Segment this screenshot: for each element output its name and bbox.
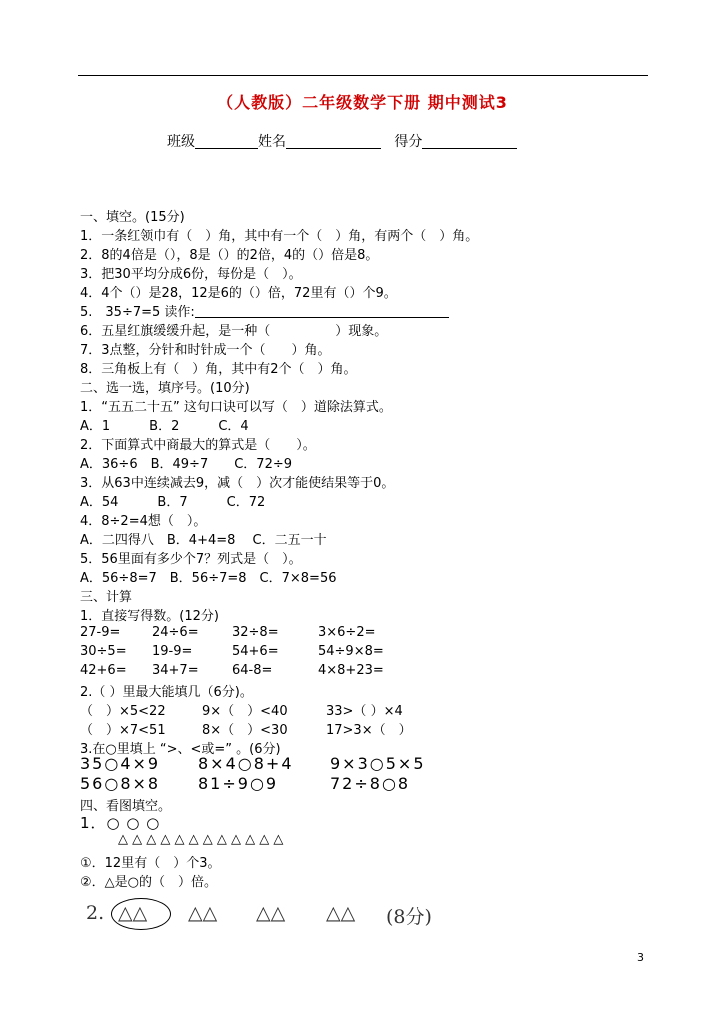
page-title: （人教版）二年级数学下册 期中测试3 [217,93,508,112]
triangle-group: △△ [118,902,148,924]
s1-item-5 [80,301,449,320]
compare-item: 81÷9○9 [198,774,279,793]
section4-heading: 四、看图填空。 [80,799,172,814]
s3-sub1: 1．直接写得数。(12分) [80,609,219,624]
triangle-group: △△ [256,902,286,924]
compare-item: 9×3○5×5 [330,754,426,773]
triangle-group: △△ [326,902,356,924]
compare-item: 56○8×8 [80,774,161,793]
fill-item: 9×（ ）<40 [202,704,288,719]
s2-line-2: A．1 B．2 C．4 [80,419,249,434]
section1-heading: 一、填空。(15分) [80,210,185,225]
fill-item: 8×（ ）<30 [202,723,288,738]
s2-line-6: A．54 B．7 C．72 [80,495,266,510]
fill-item: 33>（ ）×4 [326,704,403,719]
s1-item-2: 2．8的4倍是（），8是（）的2倍，4的（）倍是8。 [80,248,379,263]
circles-line: 1．○ ○ ○ [80,814,161,832]
s1-item-1: 1．一条红领巾有（ ）角，其中有一个（ ）角，有两个（ ）角。 [80,229,479,244]
calc-item: 30÷5= [80,644,127,659]
s4-q2: ②．△是○的（ ）倍。 [80,875,217,890]
s3-sub2: 2.（ ）里最大能填几（6分)。 [80,685,253,700]
s1-item-3: 3．把30平均分成6份，每份是（ ）。 [80,267,302,282]
answer-blank [195,305,449,318]
section2-heading: 二、选一选，填序号。(10分) [80,381,250,396]
s3-sub3: 3.在○里填上 “>、<或=” 。(6分) [80,742,281,757]
score-label: 得分 [394,134,423,150]
fill-item: （ ）×5<22 [80,704,166,719]
name-label: 姓名 [258,134,286,150]
fill-item: 17>3×（ ） [326,723,412,738]
s2-line-1: 1．“五五二十五” 这句口诀可以写（ ）道除法算式。 [80,400,392,415]
calc-item: 34+7= [152,663,199,678]
s1-item-7: 7．3点整，分针和时针成一个（ ）角。 [80,343,331,358]
calc-item: 19-9= [152,644,193,659]
calc-item: 64-8= [232,663,273,678]
s2-line-3: 2．下面算式中商最大的算式是（ ）。 [80,438,316,453]
s4-q1: ①．12里有（ ）个3。 [80,856,221,871]
calc-item: 4×8+23= [318,663,384,678]
name-blank [286,134,381,149]
triangle-group: △△ [188,902,218,924]
compare-item: 72÷8○8 [330,774,411,793]
s2-line-7: 4．8÷2=4想（ ）。 [80,514,207,529]
points-label: (8分) [386,906,432,928]
compare-item: 8×4○8+4 [198,754,294,773]
calc-item: 3×6÷2= [318,625,376,640]
calc-item: 54÷9×8= [318,644,384,659]
top-rule [78,75,648,76]
class-blank [195,134,258,149]
s2-line-5: 3．从63中连续减去9，减（ ）次才能使结果等于0。 [80,476,395,491]
s1-item-4: 4．4个（）是28，12是6的（）倍，72里有（）个9。 [80,286,397,301]
s2-line-9: 5．56里面有多少个7？列式是（ ）。 [80,552,302,567]
section3-heading: 三、计算 [80,590,133,605]
s2-line-8: A．二四得八 B．4+4=8 C．二五一十 [80,533,327,548]
calc-item: 32÷8= [232,625,279,640]
compare-item: 35○4×9 [80,754,161,773]
problem-number: 2. [86,902,105,924]
s1-item-8: 8．三角板上有（ ）角，其中有2个（ ）角。 [80,362,357,377]
calc-item: 24÷6= [152,625,199,640]
triangles-row: △ △ △ △ △ △ △ △ △ △ △ △ [118,832,284,847]
triangle-groups-problem [86,898,466,932]
s1-item-5-text: 5. 35÷7=5 读作: [80,305,195,320]
student-info [167,131,517,151]
class-label: 班级 [167,134,195,150]
calc-item: 54+6= [232,644,279,659]
fill-item: （ ）×7<51 [80,723,166,738]
calc-item: 42+6= [80,663,127,678]
calc-item: 27-9= [80,625,121,640]
s1-item-6: 6．五星红旗缓缓升起，是一种（ ）现象。 [80,324,388,339]
page-number: 3 [637,951,644,964]
score-blank [422,134,517,149]
s2-line-10: A．56÷8=7 B．56÷7=8 C．7×8=56 [80,571,337,586]
s2-line-4: A．36÷6 B．49÷7 C．72÷9 [80,457,293,472]
